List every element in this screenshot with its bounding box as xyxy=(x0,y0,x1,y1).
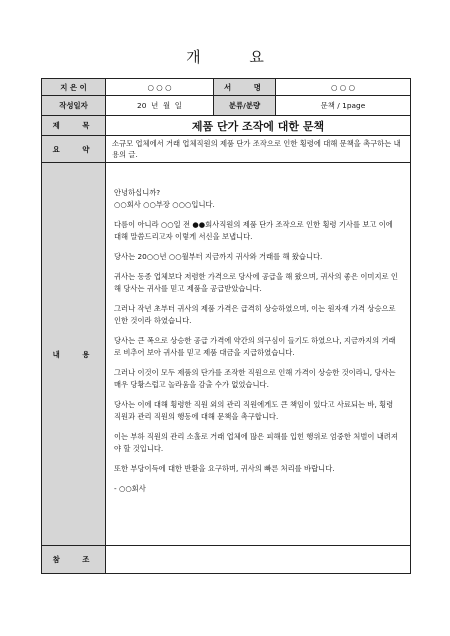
summary-value: 소규모 업체에서 거래 업체직원의 제품 단가 조작으로 인한 횡령에 대해 문책을 촉구하는 내용의 글. xyxy=(106,136,411,163)
signature-label: 서 명 xyxy=(214,79,276,96)
author-label: 지 은 이 xyxy=(42,79,106,96)
content-label: 내 용 xyxy=(42,163,106,546)
summary-row xyxy=(42,136,411,163)
subject-row xyxy=(42,116,411,136)
category-value: 문책 / 1page xyxy=(276,96,411,116)
summary-label: 요 약 xyxy=(42,136,106,163)
paragraph-4: 그러나 작년 초부터 귀사의 제품 가격은 급격히 상승하였으며, 이는 원자재 가격 상승으로 인한 것이라 하였습니다. xyxy=(114,304,396,325)
subject-value: 제품 단가 조작에 대한 문책 xyxy=(106,116,411,136)
category-label: 분류/분량 xyxy=(214,96,276,116)
subject-label: 제 목 xyxy=(42,116,106,136)
paragraph-2: 당사는 20○○년 ○○월부터 지금까지 귀사와 거래를 해 왔습니다. xyxy=(114,252,323,261)
signature-value: ○ ○ ○ xyxy=(276,79,411,96)
reference-row xyxy=(42,546,411,574)
author-row xyxy=(42,79,411,96)
date-label: 작성일자 xyxy=(42,96,106,116)
paragraph-9: 또한 부당이득에 대한 반환을 요구하며, 귀사의 빠른 처리를 바랍니다. xyxy=(114,464,335,473)
paragraph-7: 당사는 이에 대해 횡령한 직원 외의 관리 직원에게도 큰 책임이 있다고 사료되는 바, 횡령 직원과 관리 직원의 행동에 대해 문책을 촉구합니다. xyxy=(114,400,394,421)
content-body xyxy=(106,163,411,546)
paragraph-8: 이는 부하 직원의 관리 소홀로 거래 업체에 많은 피해를 입힌 행위로 엄중한 처벌이 내려져야 할 것입니다. xyxy=(114,432,398,453)
paragraph-5: 당사는 큰 폭으로 상승한 공급 가격에 약간의 의구심이 들기도 하였으나, 지금까지의 거래로 비추어 보아 귀사를 믿고 제품 대금을 지급하였습니다. xyxy=(114,336,396,357)
reference-value xyxy=(106,546,411,574)
summary-form xyxy=(41,78,411,574)
greeting-line-1: 안녕하십니까? xyxy=(114,188,161,197)
author-value: ○ ○ ○ xyxy=(106,79,214,96)
greeting-line-2: ○○회사 ○○부장 ○○○입니다. xyxy=(114,200,215,209)
date-row xyxy=(42,96,411,116)
content-row xyxy=(42,163,411,546)
reference-label: 참 조 xyxy=(42,546,106,574)
closing-line: - ○○회사 xyxy=(114,484,146,493)
document-title: 개 요 xyxy=(186,48,286,66)
paragraph-3: 귀사는 동종 업체보다 저렴한 가격으로 당사에 공급을 해 왔으며, 귀사의 좋은 이미지로 인해 당사는 귀사를 믿고 제품을 공급받았습니다. xyxy=(114,272,398,293)
paragraph-6: 그러나 이것이 모두 제품의 단가를 조작한 직원으로 인해 가격이 상승한 것이라니, 당사는 매우 당황스럽고 놀라움을 감출 수가 없었습니다. xyxy=(114,368,396,389)
date-value: 20 년 월 일 xyxy=(106,96,214,116)
paragraph-1: 다름이 아니라 ○○일 전 ●●회사직원의 제품 단가 조작으로 인한 횡령 기사를 보고 이에 대해 말씀드리고자 이렇게 서신을 보냅니다. xyxy=(114,220,393,241)
